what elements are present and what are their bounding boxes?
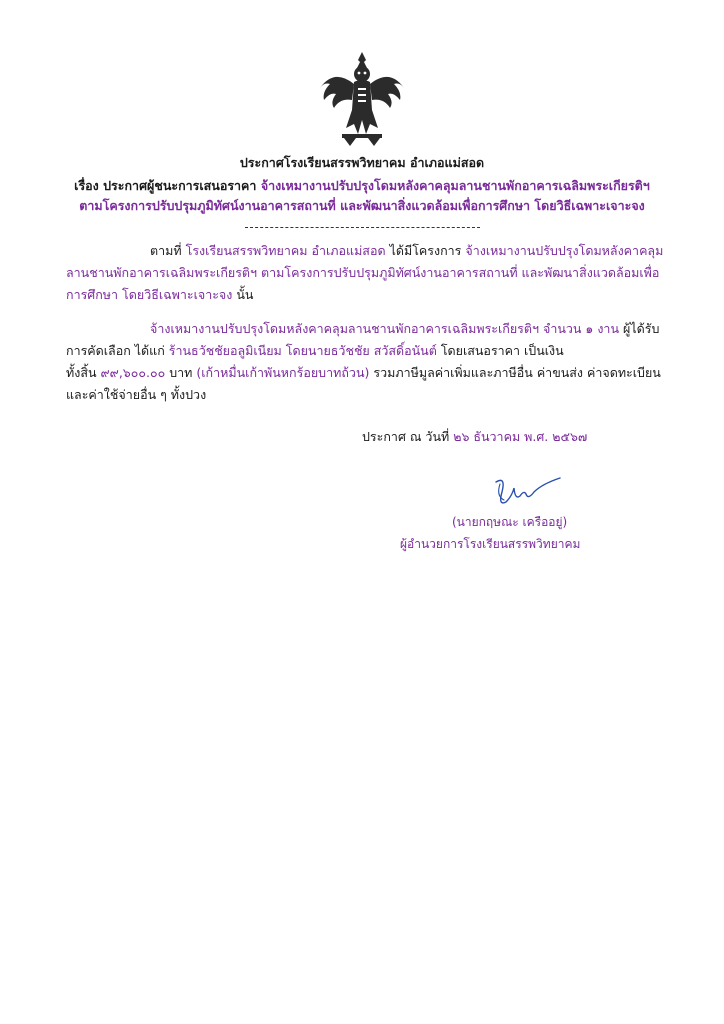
p1-school: โรงเรียนสรรพวิทยาคม อำเภอแม่สอด: [185, 243, 386, 258]
p2-last-line: และค่าใช้จ่ายอื่น ๆ ทั้งปวง: [66, 387, 207, 402]
p2-amount: ๙๙,๖๐๐.๐๐: [100, 365, 166, 380]
p2-total-prefix: ทั้งสิ้น: [66, 365, 97, 380]
p2-vendor: ร้านธวัชชัยอลูมิเนียม โดยนายธวัชชัย สวัสดิ์อนันต์: [168, 343, 437, 358]
paragraph-2: [66, 318, 666, 406]
p1-project-prefix: ได้มีโครงการ: [389, 243, 462, 258]
p1-project-line1: จ้างเหมางานปรับปรุงโดมหลังคาคลุม: [465, 243, 664, 258]
p2-quantity: จำนวน ๑ งาน: [543, 321, 620, 336]
announce-prefix: ประกาศ ณ วันที่: [362, 429, 450, 444]
dashed-divider: [245, 227, 480, 228]
p2-work: จ้างเหมางานปรับปรุงโดมหลังคาคลุมลานชานพักอาคารเฉลิมพระเกียรติฯ: [150, 321, 540, 336]
p1-ending: นั้น: [236, 287, 254, 302]
p1-project-line2: ลานชานพักอาคารเฉลิมพระเกียรติฯ ตามโครงการปรับปรุมภูมิทัศน์งานอาคารสถานที่ และพัฒนาสิ่งแวดล้อมเพื่อ: [66, 265, 660, 280]
p2-selected: ผู้ได้รับ: [623, 321, 660, 336]
garuda-emblem-icon: [314, 48, 410, 148]
p2-vat: รวมภาษีมูลค่าเพิ่มและภาษีอื่น ค่าขนส่ง ค่าจดทะเบียน: [373, 365, 661, 380]
announcement-title: ประกาศโรงเรียนสรรพวิทยาคม อำเภอแม่สอด: [239, 155, 485, 170]
p2-baht: บาท: [169, 365, 193, 380]
p1-project-line3: การศึกษา โดยวิธีเฉพาะเจาะจง: [66, 287, 233, 302]
p1-intro: ตามที่: [150, 243, 182, 258]
p2-offer: โดยเสนอราคา เป็นเงิน: [440, 343, 564, 358]
subject-project-line1: จ้างเหมางานปรับปรุงโดมหลังคาคลุมลานชานพักอาคารเฉลิมพระเกียรติฯ: [260, 178, 650, 193]
subject-project-line2: ตามโครงการปรับปรุมภูมิทัศน์งานอาคารสถานที่ และพัฒนาสิ่งแวดล้อมเพื่อการศึกษา โดยวิธีเฉพาะเจาะจง: [79, 198, 645, 213]
signatory-position: ผู้อำนวยการโรงเรียนสรรพวิทยาคม: [400, 537, 581, 551]
p2-amount-words: (เก้าหมื่นเก้าพันหกร้อยบาทถ้วน): [196, 365, 370, 380]
paragraph-1: [66, 240, 666, 306]
announce-date: [362, 427, 587, 447]
subject-prefix: เรื่อง ประกาศผู้ชนะการเสนอราคา: [74, 178, 257, 193]
p2-selected-2: การคัดเลือก ได้แก่: [66, 343, 165, 358]
announcement-subject: [40, 176, 684, 216]
announce-date-value: ๒๖ ธันวาคม พ.ศ. ๒๕๖๗: [453, 429, 588, 444]
handwritten-signature: [484, 470, 564, 514]
signatory-name: (นายกฤษณะ เครืออยู่): [452, 515, 568, 529]
